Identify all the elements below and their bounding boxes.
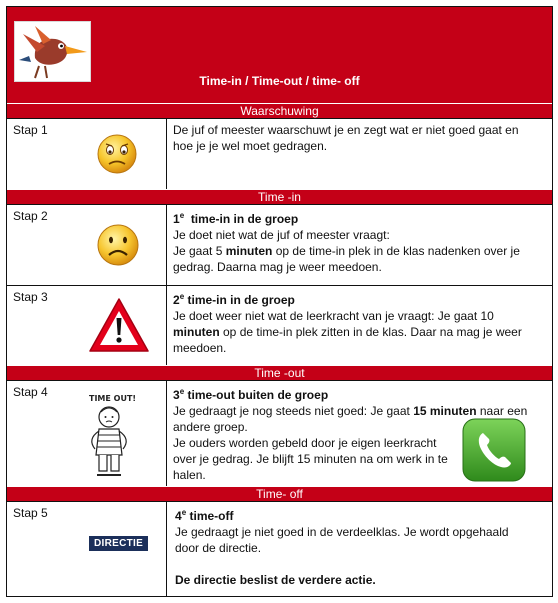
time-out-child-icon: [87, 391, 141, 486]
sad-face-icon: [95, 223, 141, 272]
step-description: 1e time-in in de groep Je doet niet wat de juf of meester vraagt: Je gaat 5 minuten op de time-in plek in de klas nadenken over je gedrag. Daarna mag je weer meedoen.: [173, 211, 520, 274]
step-label: Stap 3: [13, 290, 48, 304]
header: [7, 7, 552, 103]
table-row: [7, 285, 552, 365]
bird-logo-icon: [14, 21, 91, 82]
band-warning: Waarschuwing: [7, 103, 552, 118]
table-row: [7, 380, 552, 486]
band-time-off: Time- off: [7, 486, 552, 501]
step-heading: 2e time-in in de groep: [173, 292, 295, 307]
step-heading: 1e time-in in de groep: [173, 211, 299, 226]
phone-icon: [461, 417, 527, 488]
table-row: [7, 118, 552, 189]
step-label: Stap 1: [13, 123, 48, 137]
step-heading: 3e time-out buiten de groep: [173, 387, 329, 402]
step-description: 4e time-off Je gedraagt je niet goed in de verdeelklas. Je wordt opgehaald door de directie. De directie beslist de verdere actie.: [175, 508, 509, 587]
table-row: [7, 204, 552, 285]
step-label: Stap 2: [13, 209, 48, 223]
step-label: Stap 5: [13, 506, 48, 520]
directie-sign-icon: [89, 533, 148, 551]
page-title: Time-in / Time-out / time- off: [199, 74, 360, 88]
step-description: De juf of meester waarschuwt je en zegt wat er niet goed gaat en hoe je je wel moet gedragen.: [173, 123, 519, 153]
table-row: [7, 501, 552, 596]
worried-face-icon: [95, 133, 139, 180]
band-time-in: Time -in: [7, 189, 552, 204]
band-time-out: Time -out: [7, 365, 552, 380]
step-heading: 4e time-off: [175, 508, 234, 523]
svg-text:TIME OUT!: TIME OUT!: [89, 394, 137, 403]
step-description: 2e time-in in de groep Je doet weer niet wat de leerkracht van je vraagt: Je gaat 10 minuten op de time-in plek zitten in de klas. Daar na mag je weer meedoen.: [173, 292, 522, 355]
step-label: Stap 4: [13, 385, 48, 399]
behavior-protocol-table: [6, 6, 553, 597]
warning-triangle-icon: [87, 296, 151, 361]
step-description: 3e time-out buiten de groep Je gedraagt je nog steeds niet goed: Je gaat 15 minuten naar een andere groep. Je ouders worden gebeld door je eigen leerkracht over je gedrag. Je blijft 15 minuten na om werk in te halen.: [173, 387, 528, 482]
directie-badge: DIRECTIE: [89, 536, 148, 551]
